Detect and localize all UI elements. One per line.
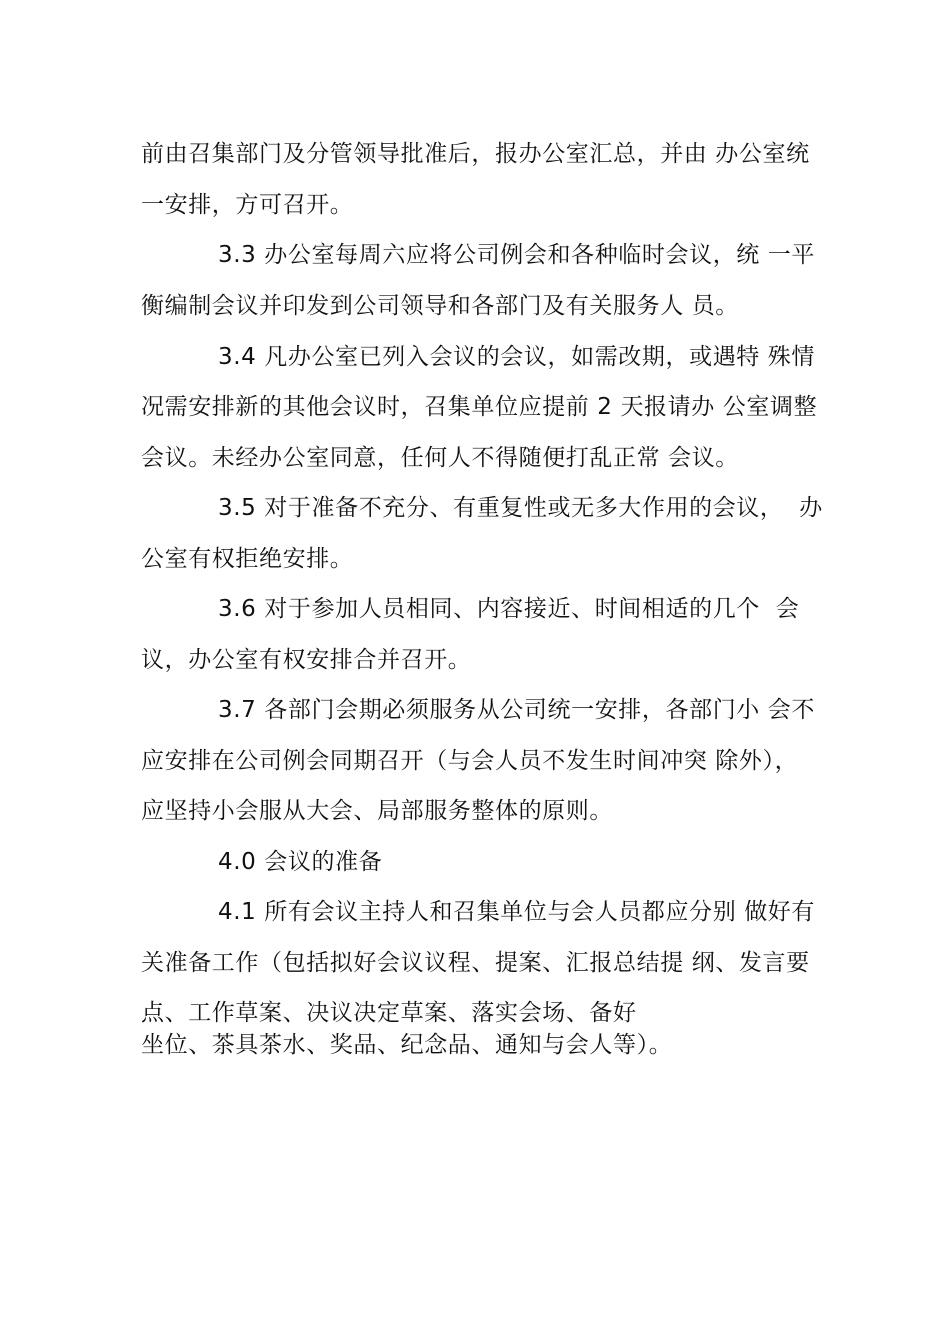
text-line: 应坚持小会服从大会、局部服务整体的原则。 — [141, 798, 613, 824]
text-line: 坐位、茶具茶水、奖品、纪念品、通知与会人等）。 — [141, 1032, 673, 1058]
text-line: 一安排，方可召开。 — [141, 192, 354, 218]
text-line: 况需安排新的其他会议时，召集单位应提前 2 天报请办 公室调整 — [141, 394, 818, 420]
text-line: 点、工作草案、决议决定草案、落实会场、备好 — [141, 1000, 637, 1026]
text-line: 应安排在公司例会同期召开（与会人员不发生时间冲突 除外）， — [141, 748, 799, 774]
text-line: 关准备工作（包括拟好会议议程、提案、汇报总结提 纲、发言要 — [141, 950, 810, 976]
section-4-0-heading: 4.0 会议的准备 — [218, 849, 383, 875]
text-line: 公室有权拒绝安排。 — [141, 546, 354, 572]
clause-3-4-heading-line: 3.4 凡办公室已列入会议的会议，如需改期，或遇特 殊情 — [218, 344, 815, 370]
clause-4-1-heading-line: 4.1 所有会议主持人和召集单位与会人员都应分别 做好有 — [218, 899, 815, 925]
clause-3-5-heading-line: 3.5 对于准备不充分、有重复性或无多大作用的会议， 办 — [218, 495, 823, 521]
text-line: 前由召集部门及分管领导批准后，报办公室汇总，并由 办公室统 — [141, 141, 810, 167]
clause-3-7-heading-line: 3.7 各部门会期必须服务从公司统一安排，各部门小 会不 — [218, 697, 815, 723]
text-line: 会议。未经办公室同意，任何人不得随便打乱正常 会议。 — [141, 445, 739, 471]
text-line: 衡编制会议并印发到公司领导和各部门及有关服务人 员。 — [141, 293, 739, 319]
text-line: 议，办公室有权安排合并召开。 — [141, 647, 472, 673]
clause-3-3-heading-line: 3.3 办公室每周六应将公司例会和各种临时会议，统 一平 — [218, 242, 815, 268]
clause-3-6-heading-line: 3.6 对于参加人员相同、内容接近、时间相适的几个 会 — [218, 596, 800, 622]
